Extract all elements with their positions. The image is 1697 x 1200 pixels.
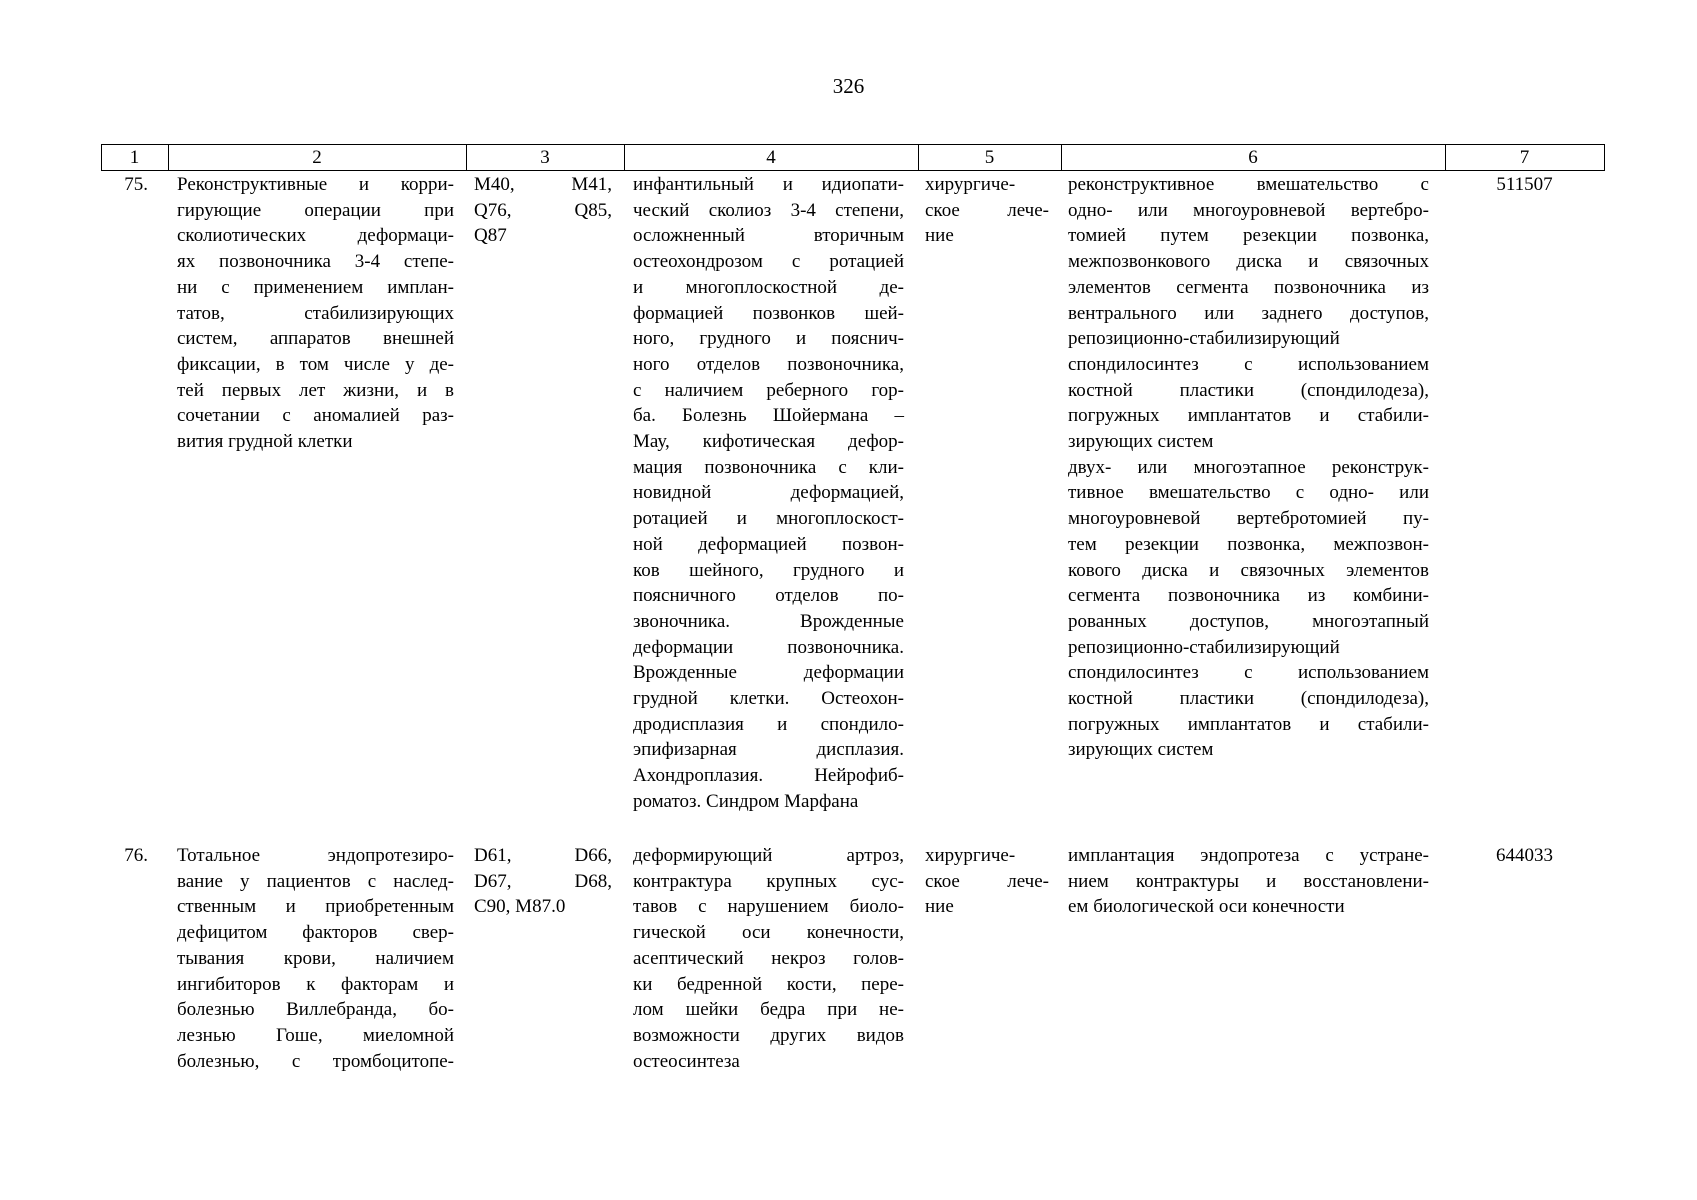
procedure-name-line: вание у пациентов с наслед- (177, 870, 454, 892)
cost-value: 644033 (1496, 845, 1553, 866)
column-header-6: 6 (1248, 147, 1258, 168)
treatment-method-cell (1068, 172, 1429, 763)
diagnosis-line: новидной деформацией, (633, 482, 904, 504)
row-number: 75. (124, 174, 148, 195)
treatment-type-line: хирургиче- (925, 845, 1016, 866)
diagnosis-line: дродисплазия и спондило- (633, 713, 904, 735)
procedure-name-line: Реконструктивные и корри- (177, 174, 454, 195)
procedure-name-line: ингибиторов к факторам и (177, 973, 454, 995)
column-header-4: 4 (766, 147, 776, 168)
procedure-name-line: сочетании с аномалией раз- (177, 405, 454, 427)
treatment-method-line: погружных имплантатов и стабили- (1068, 405, 1429, 427)
treatment-method-line: тивное вмешательство с одно- или (1068, 482, 1429, 504)
icd-codes-cell (474, 172, 612, 249)
treatment-type-line: ское лече- (925, 870, 1049, 892)
diagnosis-line: тавов с нарушением биоло- (633, 896, 904, 918)
diagnosis-line: ков шейного, грудного и (633, 559, 904, 581)
treatment-method-line: репозиционно-стабилизирующий (1068, 636, 1340, 658)
treatment-method-line: томией путем резекции позвонка, (1068, 225, 1429, 247)
treatment-method-line: зирующих систем (1068, 739, 1214, 761)
procedure-name-line: лезнью Гоше, миеломной (177, 1024, 454, 1046)
diagnosis-line: с наличием реберного гор- (633, 379, 904, 401)
column-header-1: 1 (129, 147, 140, 168)
procedure-name-line: ях позвоночника 3-4 степе- (177, 251, 454, 273)
procedure-name-line: Тотальное эндопротезиро- (177, 845, 454, 866)
diagnosis-cell (633, 172, 904, 815)
icd-code-line: Q76, Q85, (474, 199, 612, 221)
treatment-type-line: ское лече- (925, 199, 1049, 221)
diagnosis-line: лом шейки бедра при не- (633, 999, 904, 1021)
treatment-method-line: имплантация эндопротеза с устране- (1068, 845, 1429, 866)
treatment-method-line: рованных доступов, многоэтапный (1068, 610, 1429, 632)
diagnosis-line: ной деформацией позвон- (633, 533, 904, 555)
diagnosis-line: поясничного отделов по- (633, 585, 904, 607)
treatment-method-line: межпозвонкового диска и связочных (1068, 251, 1429, 273)
procedure-name-line: болезнью Виллебранда, бо- (177, 999, 454, 1021)
procedure-name-line: систем, аппаратов внешней (177, 328, 454, 350)
table-top-rule (101, 144, 1605, 145)
icd-code-line: M40, M41, (474, 174, 612, 195)
treatment-method-line: спондилосинтез с использованием (1068, 353, 1429, 375)
diagnosis-line: деформации позвоночника. (633, 636, 904, 658)
header-bottom-rule (101, 170, 1605, 171)
diagnosis-line: ки бедренной кости, пере- (633, 973, 904, 995)
icd-code-line: Q87 (474, 225, 507, 247)
diagnosis-line: ного, грудного и пояснич- (633, 328, 904, 350)
column-header-7: 7 (1519, 147, 1530, 168)
diagnosis-line: ротацией и многоплоскост- (633, 508, 904, 530)
diagnosis-line: инфантильный и идиопати- (633, 174, 904, 195)
treatment-type-line: хирургиче- (925, 174, 1016, 195)
icd-code-line: D67, D68, (474, 870, 612, 892)
column-header-2: 2 (312, 147, 322, 168)
procedure-name-line: тывания крови, наличием (177, 947, 454, 969)
treatment-method-line: многоуровневой вертебротомией пу- (1068, 508, 1429, 530)
cost-value: 511507 (1496, 174, 1553, 195)
diagnosis-line: ческий сколиоз 3-4 степени, (633, 199, 904, 221)
diagnosis-line: грудной клетки. Остеохон- (633, 688, 904, 710)
treatment-type-line: ние (925, 896, 954, 918)
treatment-method-line: ем биологической оси конечности (1068, 896, 1345, 918)
procedure-name-line: фиксации, в том числе у де- (177, 353, 454, 375)
treatment-method-line: костной пластики (спондилодеза), (1068, 379, 1429, 401)
icd-code-line: D61, D66, (474, 845, 612, 866)
procedure-name-line: ственным и приобретенным (177, 896, 454, 918)
procedure-name-line: гирующие операции при (177, 199, 454, 221)
treatment-method-line: костной пластики (спондилодеза), (1068, 688, 1429, 710)
diagnosis-line: Ахондроплазия. Нейрофиб- (633, 765, 904, 787)
diagnosis-line: остеохондрозом с ротацией (633, 251, 904, 273)
diagnosis-line: ного отделов позвоночника, (633, 353, 904, 375)
treatment-method-line: погружных имплантатов и стабили- (1068, 713, 1429, 735)
diagnosis-line: остеосинтеза (633, 1050, 740, 1072)
treatment-method-line: репозиционно-стабилизирующий (1068, 328, 1340, 350)
diagnosis-line: ба. Болезнь Шойермана – (633, 405, 904, 427)
header-col-divider (1604, 144, 1605, 170)
procedure-name-cell (177, 172, 454, 455)
treatment-method-line: реконструктивное вмешательство с (1068, 174, 1429, 195)
column-header-3: 3 (540, 147, 550, 168)
diagnosis-line: гической оси конечности, (633, 922, 904, 944)
procedure-name-line: сколиотических деформаци- (177, 225, 454, 247)
treatment-method-line: нием контрактуры и восстановлени- (1068, 870, 1429, 892)
procedure-name-line: ни с применением имплан- (177, 276, 454, 298)
diagnosis-line: возможности других видов (633, 1024, 904, 1046)
diagnosis-line: контрактура крупных сус- (633, 870, 904, 892)
treatment-method-line: спондилосинтез с использованием (1068, 662, 1429, 684)
procedure-name-cell (177, 843, 454, 1074)
page-number: 326 (832, 74, 865, 98)
diagnosis-line: формацией позвонков шей- (633, 302, 904, 324)
treatment-method-line: зирующих систем (1068, 431, 1214, 453)
treatment-type-cell (925, 843, 1049, 920)
treatment-method-line: двух- или многоэтапное реконструк- (1068, 456, 1429, 478)
diagnosis-line: звоночника. Врожденные (633, 610, 904, 632)
diagnosis-line: осложненный вторичным (633, 225, 904, 247)
diagnosis-line: роматоз. Синдром Марфана (633, 790, 859, 812)
procedure-name-line: татов, стабилизирующих (177, 302, 454, 324)
diagnosis-line: Мау, кифотическая дефор- (633, 431, 904, 453)
treatment-method-cell (1068, 843, 1429, 920)
procedure-name-line: вития грудной клетки (177, 431, 353, 453)
icd-code-line: C90, M87.0 (474, 896, 566, 918)
treatment-method-line: элементов сегмента позвоночника из (1068, 276, 1429, 298)
treatment-method-line: одно- или многоуровневой вертебро- (1068, 199, 1429, 221)
treatment-type-line: ние (925, 225, 954, 247)
treatment-method-line: кового диска и связочных элементов (1068, 559, 1429, 581)
icd-codes-cell (474, 843, 612, 920)
procedure-name-line: тей первых лет жизни, и в (177, 379, 454, 401)
diagnosis-line: деформирующий артроз, (633, 845, 904, 866)
treatment-method-line: тем резекции позвонка, межпозвон- (1068, 533, 1429, 555)
diagnosis-cell (633, 843, 904, 1074)
treatment-method-line: вентрального или заднего доступов, (1068, 302, 1429, 324)
column-header-5: 5 (984, 147, 995, 168)
treatment-method-line: сегмента позвоночника из комбини- (1068, 585, 1429, 607)
diagnosis-line: асептический некроз голов- (633, 947, 904, 969)
diagnosis-line: и многоплоскостной де- (633, 276, 904, 298)
diagnosis-line: эпифизарная дисплазия. (633, 739, 904, 761)
treatment-type-cell (925, 172, 1049, 249)
row-number: 76. (124, 845, 148, 866)
diagnosis-line: мация позвоночника с кли- (633, 456, 904, 478)
diagnosis-line: Врожденные деформации (633, 662, 904, 684)
procedure-name-line: болезнью, с тромбоцитопе- (177, 1050, 454, 1072)
procedure-name-line: дефицитом факторов свер- (177, 922, 454, 944)
